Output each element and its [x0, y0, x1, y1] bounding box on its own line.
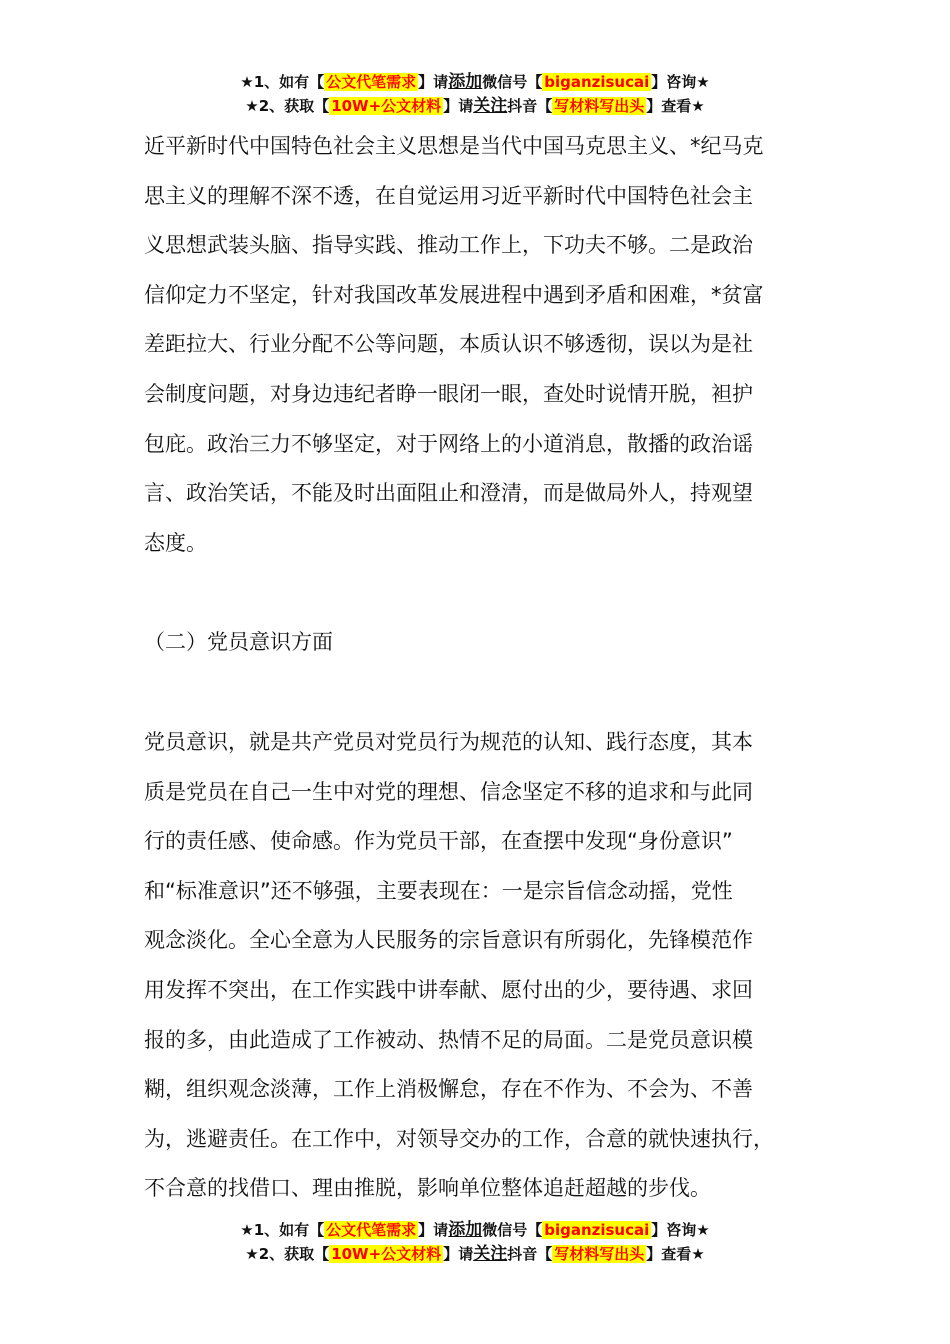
banner-line-1: [0, 70, 950, 94]
text-line: 糊，组织观念淡薄，工作上消极懈怠，存在不作为、不会为、不善: [144, 1077, 753, 1102]
banner-text: 】请: [443, 1245, 474, 1263]
banner-text: ★2、获取【: [245, 1245, 330, 1263]
banner-text: ★1、如有【: [240, 73, 325, 91]
banner-text: 】查看★: [646, 1245, 705, 1263]
banner-underlined-text: 关注: [473, 1244, 508, 1264]
text-line: 质是党员在自己一生中对党的理想、信念坚定不移的追求和与此同: [144, 779, 753, 804]
text-line: 言、政治笑话，不能及时出面阻止和澄清，而是做局外人，持观望: [144, 481, 753, 506]
highlight-materials: 10W+公文材料: [331, 97, 442, 115]
highlight-douyin-account: 写材料写出头: [554, 97, 645, 115]
text-line: 报的多，由此造成了工作被动、热情不足的局面。二是党员意识模: [144, 1027, 753, 1052]
highlight-service: 公文代笔需求: [326, 73, 417, 91]
text-line: 和“标准意识”还不够强，主要表现在：一是宗旨信念动摇，党性: [144, 878, 733, 903]
banner-text: 】咨询★: [651, 1221, 710, 1239]
banner-underlined-text: 添加: [448, 1220, 483, 1240]
text-line: 义思想武装头脑、指导实践、推动工作上，下功夫不够。二是政治: [144, 233, 753, 258]
header-banner: [0, 70, 950, 118]
text-line: 思主义的理解不深不透，在自觉运用习近平新时代中国特色社会主: [144, 183, 753, 208]
paragraph-party-member-awareness: [144, 718, 824, 1214]
banner-text: 】查看★: [646, 97, 705, 115]
text-line: 不合意的找借口、理由推脱，影响单位整体追赶超越的步伐。: [144, 1176, 711, 1201]
text-line: 党员意识，就是共产党员对党员行为规范的认知、践行态度，其本: [144, 730, 753, 754]
banner-text: 】请: [418, 1221, 449, 1239]
footer-banner: [0, 1218, 950, 1266]
highlight-wechat-id: biganzisucai: [544, 1221, 650, 1239]
banner-text: 】咨询★: [651, 73, 710, 91]
highlight-wechat-id: biganzisucai: [544, 73, 650, 91]
banner-text: ★2、获取【: [245, 97, 330, 115]
text-line: 近平新时代中国特色社会主义思想是当代中国马克思主义、*纪马克: [144, 134, 764, 158]
paragraph-political-awareness: [144, 122, 824, 568]
text-line: 为，逃避责任。在工作中，对领导交办的工作，合意的就快速执行，: [144, 1126, 774, 1151]
text-line: 观念淡化。全心全意为人民服务的宗旨意识有所弱化，先锋模范作: [144, 928, 753, 953]
banner-text: 抖音【: [507, 1245, 553, 1263]
highlight-materials: 10W+公文材料: [331, 1245, 442, 1263]
text-line: 会制度问题，对身边违纪者睁一眼闭一眼，查处时说情开脱，袒护: [144, 381, 753, 406]
banner-line-2: [0, 1242, 950, 1266]
text-line: 包庇。政治三力不够坚定，对于网络上的小道消息，散播的政治谣: [144, 431, 753, 456]
banner-line-1: [0, 1218, 950, 1242]
banner-text: 微信号【: [482, 1221, 543, 1239]
banner-text: 抖音【: [507, 97, 553, 115]
text-line: 差距拉大、行业分配不公等问题，本质认识不够透彻，误以为是社: [144, 332, 753, 357]
banner-text: 】请: [443, 97, 474, 115]
text-line: 态度。: [144, 530, 207, 555]
banner-line-2: [0, 94, 950, 118]
banner-text: ★1、如有【: [240, 1221, 325, 1239]
section-heading: （二）党员意识方面: [144, 630, 333, 654]
text-line: 行的责任感、使命感。作为党员干部，在查摆中发现“身份意识”: [144, 829, 733, 854]
highlight-service: 公文代笔需求: [326, 1221, 417, 1239]
banner-text: 】请: [418, 73, 449, 91]
text-line: 用发挥不突出，在工作实践中讲奉献、愿付出的少，要待遇、求回: [144, 977, 753, 1002]
highlight-douyin-account: 写材料写出头: [554, 1245, 645, 1263]
banner-text: 微信号【: [482, 73, 543, 91]
banner-underlined-text: 关注: [473, 96, 508, 116]
text-line: 信仰定力不坚定，针对我国改革发展进程中遇到矛盾和困难，*贫富: [144, 282, 764, 307]
banner-underlined-text: 添加: [448, 72, 483, 92]
